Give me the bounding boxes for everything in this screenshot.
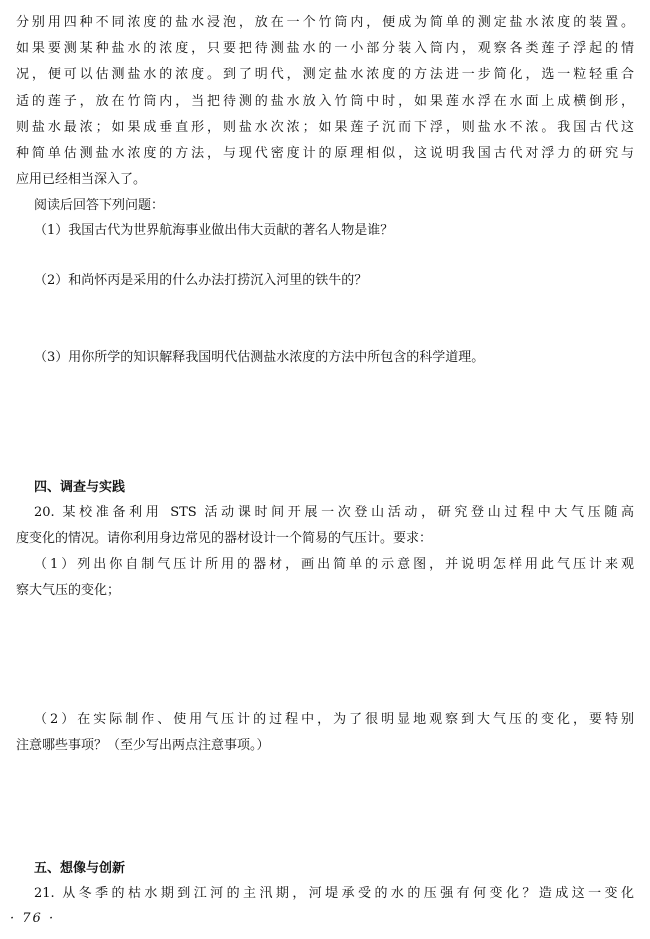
page-number: · 76 ·: [10, 911, 56, 926]
question-20-sub-1-line: （1）列出你自制气压计所用的器材，画出简单的示意图，并说明怎样用此气压计来观: [34, 557, 634, 572]
reading-instruction: 阅读后回答下列问题：: [34, 198, 165, 213]
passage-line: 适的莲子，放在竹筒内，当把待测的盐水放入竹筒中时，如果莲水浮在水面上成横倒形，: [16, 94, 634, 109]
passage-line: 如果要测某种盐水的浓度，只要把待测盐水的一小部分装入筒内，观察各类莲子浮起的情: [16, 41, 634, 56]
passage-line: 应用已经相当深入了。: [16, 172, 147, 187]
section-4-heading: 四、调查与实践: [34, 480, 126, 495]
question-20-sub-2-line: （2）在实际制作、使用气压计的过程中，为了很明显地观察到大气压的变化，要特别: [34, 712, 634, 727]
question-3: （3）用你所学的知识解释我国明代估测盐水浓度的方法中所包含的科学道理。: [34, 350, 485, 365]
question-1: （1）我国古代为世界航海事业做出伟大贡献的著名人物是谁？: [34, 223, 394, 238]
passage-line: 分别用四种不同浓度的盐水浸泡，放在一个竹筒内，便成为简单的测定盐水浓度的装置。: [16, 15, 634, 30]
section-5-heading: 五、想像与创新: [34, 861, 126, 876]
question-20-sub-2-line: 注意哪些事项？（至少写出两点注意事项。）: [16, 738, 270, 753]
question-2: （2）和尚怀丙是采用的什么办法打捞沉入河里的铁牛的？: [34, 273, 368, 288]
question-20-line: 度变化的情况。请你利用身边常见的器材设计一个简易的气压计。要求：: [16, 531, 433, 546]
passage-line: 种简单估测盐水浓度的方法，与现代密度计的原理相似，这说明我国古代对浮力的研究与: [16, 146, 634, 161]
question-20-line: 20. 某校准备利用 STS 活动课时间开展一次登山活动，研究登山过程中大气压随高: [34, 505, 634, 520]
question-20-sub-1-line: 察大气压的变化；: [16, 583, 121, 598]
passage-line: 况，便可以估测盐水的浓度。到了明代，测定盐水浓度的方法进一步简化，选一粒轻重合: [16, 67, 634, 82]
question-21-line: 21. 从冬季的枯水期到江河的主汛期，河堤承受的水的压强有何变化？造成这一变化: [34, 886, 634, 901]
passage-line: 则盐水最浓；如果成垂直形，则盐水次浓；如果莲子沉而下浮，则盐水不浓。我国古代这: [16, 120, 634, 135]
